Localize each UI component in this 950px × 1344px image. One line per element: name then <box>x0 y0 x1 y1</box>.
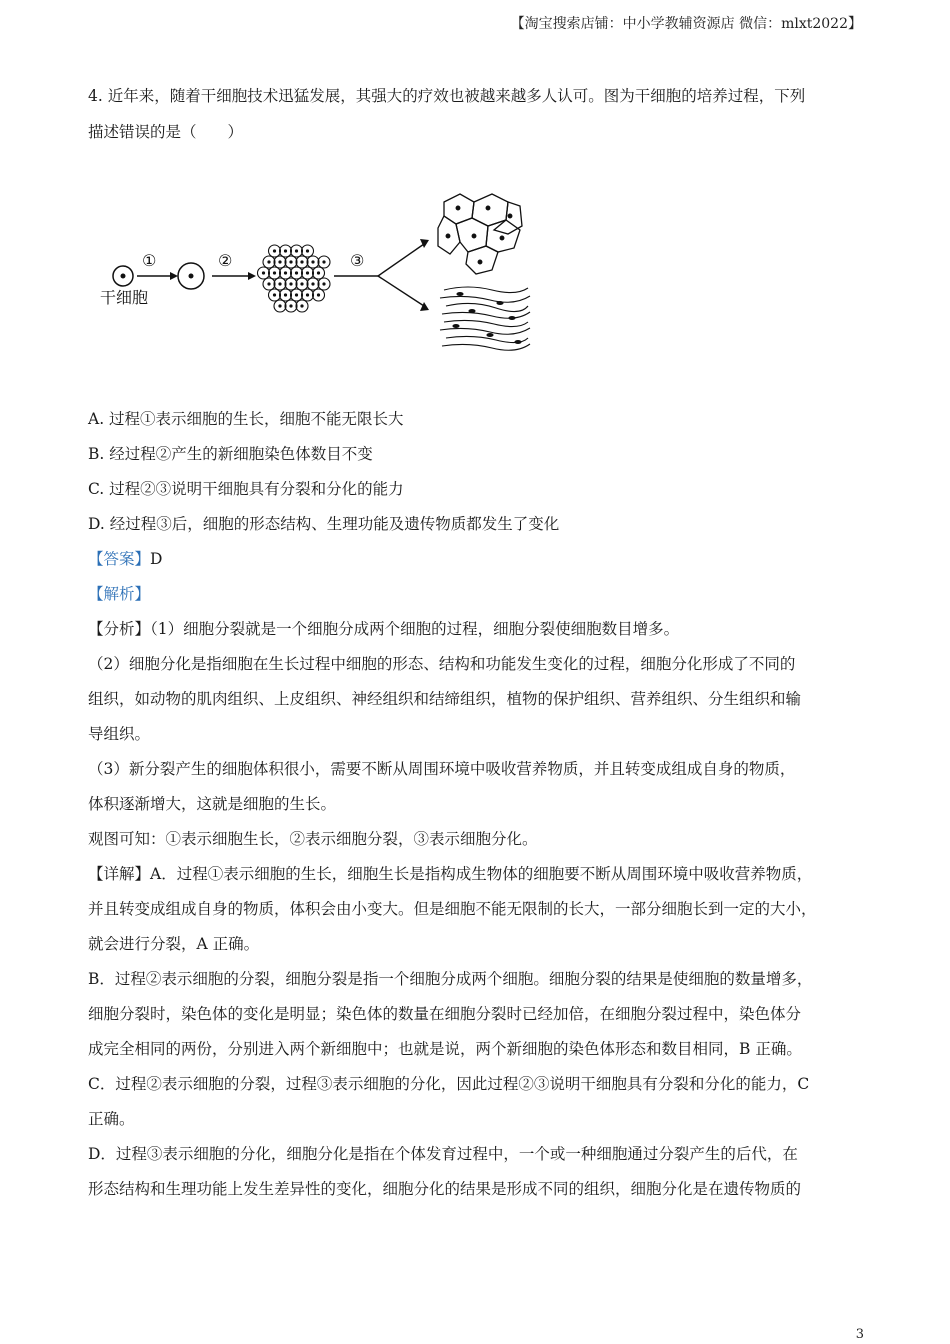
answer-value: D <box>150 550 163 568</box>
stem-cell-label: 干细胞 <box>100 288 149 307</box>
page-number: 3 <box>855 1327 864 1342</box>
analysis-line: 【分析】（1）细胞分裂就是一个细胞分成两个细胞的过程，细胞分裂使细胞数目增多。 <box>88 620 680 638</box>
analysis-label: 【解析】 <box>88 585 151 603</box>
step-1-label: ① <box>142 251 157 270</box>
analysis-line: 观图可知：①表示细胞生长，②表示细胞分裂，③表示细胞分化。 <box>88 830 538 848</box>
step-3-label: ③ <box>350 251 365 270</box>
cluster-cell-nucleus <box>295 271 298 274</box>
arrow-3-up <box>378 244 424 276</box>
analysis-line: 正确。 <box>88 1110 135 1128</box>
cluster-cell-nucleus <box>278 304 281 307</box>
question-line-2: 描述错误的是（ ） <box>88 123 244 141</box>
stem-cell-diagram <box>88 150 868 402</box>
options-list <box>88 402 868 542</box>
arrow-3-down <box>378 276 424 306</box>
cluster-cell-nucleus <box>311 282 314 285</box>
option-d: D. 经过程③后，细胞的形态结构、生理功能及遗传物质都发生了变化 <box>88 515 560 533</box>
answer-label: 【答案】 <box>88 550 151 568</box>
cluster-cell-nucleus <box>289 282 292 285</box>
cluster-cell-nucleus <box>267 260 270 263</box>
analysis-section <box>88 612 868 1207</box>
analysis-line: C．过程②表示细胞的分裂，过程③表示细胞的分化，因此过程②③说明干细胞具有分裂和分化的能力，C <box>88 1075 810 1093</box>
analysis-line: 并且转变成组成自身的物质，体积会由小变大。但是细胞不能无限制的长大，一部分细胞长到一定的大小， <box>88 900 817 918</box>
analysis-line: 【详解】A．过程①表示细胞的生长，细胞生长是指构成生物体的细胞要不断从周围环境中吸收营养物质， <box>88 865 813 883</box>
cluster-cell-nucleus <box>317 271 320 274</box>
analysis-line: 形态结构和生理功能上发生差异性的变化，细胞分化的结果是形成不同的组织，细胞分化是在遗传物质的 <box>88 1180 802 1198</box>
analysis-line: D．过程③表示细胞的分化，细胞分化是指在个体发育过程中，一个或一种细胞通过分裂产生的后代，在 <box>88 1145 798 1163</box>
analysis-line: （2）细胞分化是指细胞在生长过程中细胞的形态、结构和功能发生变化的过程，细胞分化形成了不同的 <box>88 655 796 673</box>
step-2-label: ② <box>218 251 233 270</box>
cluster-cell-nucleus <box>289 260 292 263</box>
cluster-cell-nucleus <box>262 271 265 274</box>
cluster-cell-nucleus <box>306 293 309 296</box>
cluster-cell-nucleus <box>317 293 320 296</box>
cluster-cell-nucleus <box>273 249 276 252</box>
analysis-line: 体积逐渐增大，这就是细胞的生长。 <box>88 795 337 813</box>
cluster-cell-nucleus <box>306 249 309 252</box>
differentiated-epithelial-cells <box>438 194 522 274</box>
question-line-1: 4. 近年来，随着干细胞技术迅猛发展，其强大的疗效也被越来越多人认可。图为干细胞的培养过程，下列 <box>88 87 806 105</box>
analysis-line: B．过程②表示细胞的分裂，细胞分裂是指一个细胞分成两个细胞。细胞分裂的结果是使细胞的数量增多， <box>88 970 813 988</box>
cluster-cell-nucleus <box>284 249 287 252</box>
analysis-line: （3）新分裂产生的细胞体积很小，需要不断从周围环境中吸收营养物质，并且转变成组成自身的物质， <box>88 760 796 778</box>
cluster-cell-nucleus <box>273 271 276 274</box>
cluster-cell-nucleus <box>278 260 281 263</box>
cluster-cell-nucleus <box>300 304 303 307</box>
cluster-cell-nucleus <box>295 249 298 252</box>
cluster-cell-nucleus <box>284 271 287 274</box>
cluster-cell-nucleus <box>300 260 303 263</box>
page-header: 【淘宝搜索店铺：中小学教辅资源店 微信：mlxt2022】 <box>510 16 862 32</box>
cluster-cell-nucleus <box>273 293 276 296</box>
divided-cell-cluster <box>258 245 331 312</box>
option-a: A. 过程①表示细胞的生长，细胞不能无限长大 <box>88 410 404 428</box>
cluster-cell-nucleus <box>289 304 292 307</box>
answer-line <box>88 542 868 577</box>
cluster-cell-nucleus <box>306 271 309 274</box>
analysis-line: 导组织。 <box>88 725 151 743</box>
analysis-line: 成完全相同的两份，分别进入两个新细胞中；也就是说，两个新细胞的染色体形态和数目相同，B 正确。 <box>88 1040 802 1058</box>
cluster-cell-nucleus <box>300 282 303 285</box>
differentiated-muscle-cells <box>440 287 530 350</box>
option-b: B. 经过程②产生的新细胞染色体数目不变 <box>88 445 373 463</box>
analysis-line: 就会进行分裂，A 正确。 <box>88 935 260 953</box>
cluster-cell-nucleus <box>322 260 325 263</box>
stem-cell-figure <box>88 150 868 402</box>
cluster-cell-nucleus <box>311 260 314 263</box>
option-c: C. 过程②③说明干细胞具有分裂和分化的能力 <box>88 480 404 498</box>
cluster-cell-nucleus <box>278 282 281 285</box>
cluster-cell-nucleus <box>295 293 298 296</box>
cluster-cell-nucleus <box>284 293 287 296</box>
document-body <box>88 78 868 1207</box>
cluster-cell-nucleus <box>267 282 270 285</box>
analysis-line: 细胞分裂时，染色体的变化是明显；染色体的数量在细胞分裂时已经加倍，在细胞分裂过程中，染色体分 <box>88 1005 802 1023</box>
analysis-line: 组织，如动物的肌肉组织、上皮组织、神经组织和结缔组织，植物的保护组织、营养组织、分生组织和输 <box>88 690 802 708</box>
cluster-cell-nucleus <box>322 282 325 285</box>
